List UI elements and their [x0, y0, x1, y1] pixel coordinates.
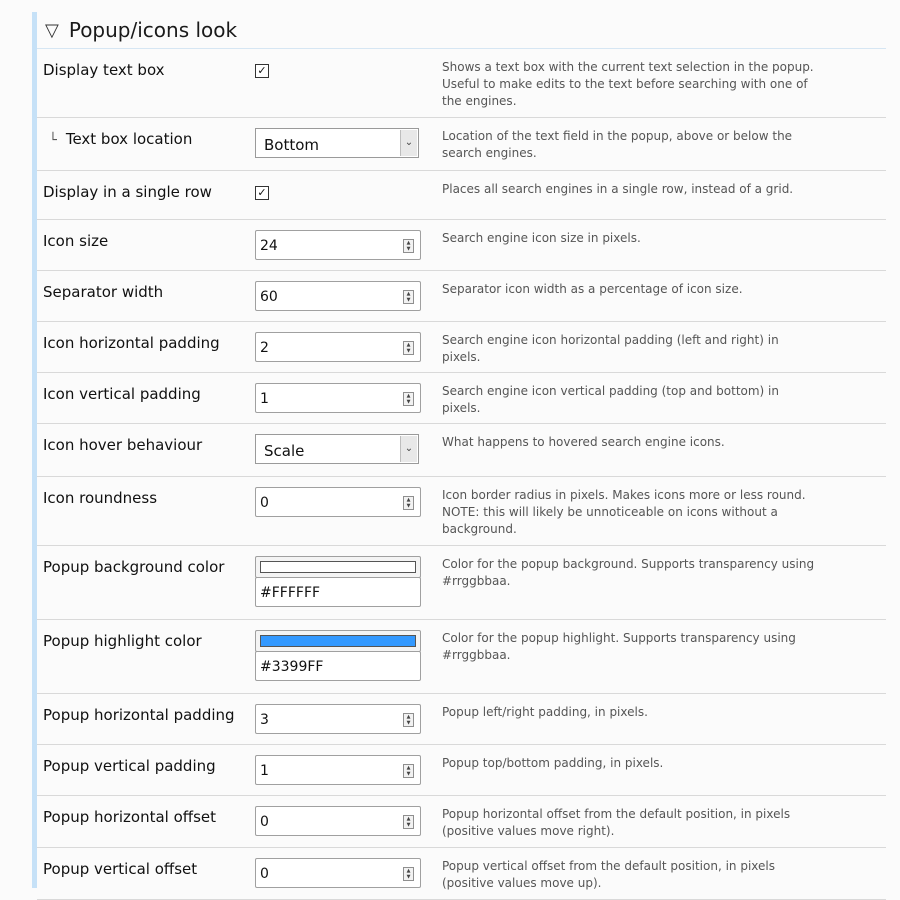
- setting-control: [255, 434, 419, 464]
- setting-label: [43, 334, 220, 352]
- setting-select[interactable]: [255, 434, 419, 464]
- setting-row: [37, 694, 886, 745]
- setting-label: [43, 283, 163, 301]
- color-hex-value: #FFFFFF: [260, 585, 321, 601]
- checkmark-icon: ✓: [257, 186, 267, 199]
- setting-description: Separator icon width as a percentage of icon size.: [442, 282, 743, 296]
- setting-row: [37, 424, 886, 477]
- setting-label-text: Separator width: [43, 283, 164, 301]
- number-input[interactable]: [255, 332, 421, 362]
- number-input[interactable]: [255, 281, 421, 311]
- setting-control: [255, 630, 421, 681]
- setting-control: [255, 383, 421, 413]
- setting-row: [37, 620, 886, 694]
- setting-description: Color for the popup background. Supports transparency using #rrggbbaa.: [442, 557, 815, 588]
- setting-label: [43, 183, 212, 201]
- setting-label-text: Display text box: [43, 61, 165, 79]
- setting-description: Popup top/bottom padding, in pixels.: [442, 756, 664, 770]
- spinner-icon[interactable]: ▲ ▼: [403, 341, 414, 355]
- setting-description: Search engine icon horizontal padding (left and right) in pixels.: [442, 333, 779, 364]
- number-value: 3: [260, 712, 269, 728]
- setting-label: [43, 757, 216, 775]
- section-title: Popup/icons look: [68, 18, 238, 42]
- setting-row: [37, 171, 886, 220]
- color-hex-value: #3399FF: [260, 659, 324, 675]
- setting-row: [37, 477, 886, 546]
- setting-control: [255, 806, 421, 836]
- setting-label: [43, 558, 224, 576]
- setting-description: Location of the text field in the popup, above or below the search engines.: [442, 129, 793, 160]
- setting-control: [255, 281, 421, 311]
- setting-control: [255, 556, 421, 607]
- setting-label: [49, 130, 192, 148]
- setting-control: [255, 332, 421, 362]
- setting-label-text: Icon hover behaviour: [43, 436, 203, 454]
- chevron-down-icon[interactable]: ⌄: [400, 130, 417, 156]
- setting-description: Icon border radius in pixels. Makes icons more or less round. NOTE: this will likely be unnoticeable on icons without a background.: [442, 488, 806, 536]
- spinner-icon[interactable]: ▲ ▼: [403, 764, 414, 778]
- setting-description: Places all search engines in a single row, instead of a grid.: [442, 182, 794, 196]
- setting-description: Shows a text box with the current text selection in the popup. Useful to make edits to the text before searching with one of the engines.: [442, 60, 814, 108]
- setting-label-text: Display in a single row: [43, 183, 212, 201]
- spinner-icon[interactable]: ▲ ▼: [403, 713, 414, 727]
- setting-label-text: Popup vertical offset: [43, 860, 198, 878]
- number-value: 2: [260, 340, 269, 356]
- setting-row: [37, 49, 886, 118]
- number-input[interactable]: [255, 755, 421, 785]
- setting-row: [37, 322, 886, 373]
- select-value: Bottom: [264, 136, 320, 154]
- setting-control: [255, 704, 421, 734]
- setting-description: Search engine icon size in pixels.: [442, 231, 641, 245]
- spinner-icon[interactable]: ▲ ▼: [403, 239, 414, 253]
- setting-label-text: Popup horizontal padding: [43, 706, 235, 724]
- setting-label-text: Popup horizontal offset: [43, 808, 217, 826]
- setting-control: [255, 59, 269, 78]
- setting-control: [255, 487, 421, 517]
- number-input[interactable]: [255, 806, 421, 836]
- setting-description: Popup horizontal offset from the default position, in pixels (positive values move right).: [442, 807, 791, 838]
- color-picker: [255, 556, 421, 607]
- checkmark-icon: ✓: [257, 64, 267, 77]
- number-input[interactable]: [255, 858, 421, 888]
- spinner-icon[interactable]: ▲ ▼: [403, 867, 414, 881]
- section-header[interactable]: [37, 12, 886, 49]
- setting-label: [43, 436, 202, 454]
- chevron-down-icon[interactable]: ⌄: [400, 436, 417, 462]
- setting-label: [43, 232, 108, 250]
- setting-label-text: Icon horizontal padding: [43, 334, 220, 352]
- setting-label-text: Popup vertical padding: [43, 757, 216, 775]
- number-value: 1: [260, 763, 269, 779]
- number-input[interactable]: [255, 230, 421, 260]
- color-swatch-button[interactable]: [255, 630, 421, 652]
- setting-label-text: Popup background color: [43, 558, 225, 576]
- setting-row: [37, 373, 886, 424]
- setting-row: [37, 546, 886, 620]
- number-input[interactable]: [255, 704, 421, 734]
- number-value: 0: [260, 495, 269, 511]
- setting-label: [43, 860, 197, 878]
- setting-label-text: Icon size: [43, 232, 109, 250]
- number-value: 0: [260, 814, 269, 830]
- setting-label-text: Icon vertical padding: [43, 385, 201, 403]
- setting-label: [43, 489, 157, 507]
- spinner-icon[interactable]: ▲ ▼: [403, 496, 414, 510]
- setting-row: [37, 745, 886, 796]
- setting-control: [255, 755, 421, 785]
- setting-row: [37, 220, 886, 271]
- color-swatch: [260, 635, 416, 647]
- number-input[interactable]: [255, 487, 421, 517]
- color-hex-input[interactable]: [255, 651, 421, 681]
- color-swatch: [260, 561, 416, 573]
- setting-control: [255, 128, 419, 158]
- color-picker: [255, 630, 421, 681]
- setting-select[interactable]: [255, 128, 419, 158]
- spinner-icon[interactable]: ▲ ▼: [403, 815, 414, 829]
- setting-control: [255, 181, 269, 200]
- number-value: 60: [260, 289, 278, 305]
- setting-control: [255, 858, 421, 888]
- setting-row: [37, 118, 886, 171]
- settings-list: [37, 49, 886, 900]
- setting-control: [255, 230, 421, 260]
- number-input[interactable]: [255, 383, 421, 413]
- setting-row: [37, 796, 886, 848]
- setting-label: [43, 632, 202, 650]
- popup-icons-look-section: [37, 12, 886, 900]
- select-value: Scale: [264, 442, 305, 460]
- spinner-icon[interactable]: ▲ ▼: [403, 290, 414, 304]
- number-value: 24: [260, 238, 278, 254]
- setting-label-text: Text box location: [65, 130, 193, 148]
- setting-label: [43, 61, 165, 79]
- setting-checkbox[interactable]: [255, 64, 269, 78]
- setting-row: [37, 848, 886, 900]
- setting-description: What happens to hovered search engine icons.: [442, 435, 725, 449]
- setting-checkbox[interactable]: [255, 186, 269, 200]
- spinner-icon[interactable]: ▲ ▼: [403, 392, 414, 406]
- number-value: 1: [260, 391, 269, 407]
- setting-label-text: Popup highlight color: [43, 632, 202, 650]
- setting-label-text: Icon roundness: [43, 489, 158, 507]
- setting-description: Color for the popup highlight. Supports transparency using #rrggbbaa.: [442, 631, 796, 662]
- setting-label: [43, 808, 216, 826]
- setting-row: [37, 271, 886, 322]
- tree-branch-icon: └: [49, 133, 57, 148]
- collapse-triangle-icon[interactable]: ▽: [45, 19, 59, 41]
- color-swatch-button[interactable]: [255, 556, 421, 578]
- setting-label: [43, 385, 201, 403]
- setting-description: Popup left/right padding, in pixels.: [442, 705, 648, 719]
- setting-description: Search engine icon vertical padding (top and bottom) in pixels.: [442, 384, 779, 415]
- setting-label: [43, 706, 235, 724]
- color-hex-input[interactable]: [255, 577, 421, 607]
- setting-description: Popup vertical offset from the default position, in pixels (positive values move up).: [442, 859, 775, 890]
- number-value: 0: [260, 866, 269, 882]
